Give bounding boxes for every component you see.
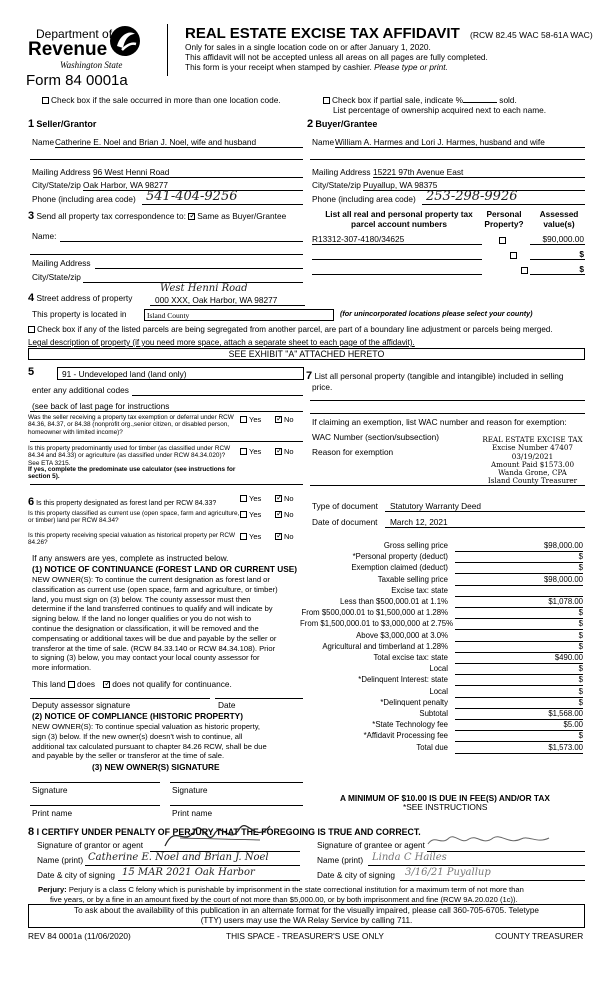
- county-treasurer-label: COUNTY TREASURER: [495, 931, 584, 941]
- calc-row-label: From $500,000.01 to $1,500,000 at 1.28%: [301, 608, 448, 618]
- revision-label: REV 84 0001a (11/06/2020): [28, 931, 131, 941]
- personal-property-checkbox[interactable]: [521, 267, 528, 274]
- buyer-heading: Buyer/Grantee: [315, 119, 378, 129]
- unincorporated-note: (for unincorporated locations please select your county): [340, 309, 533, 318]
- exemption-question: Was the seller receiving a property tax exemption or deferral under RCW 84.36, 84.37, or 84.38 (nonprofit org.,senior citizen, or disabled person, homeowner with limited income)?: [28, 414, 234, 436]
- calc-row-label: *Affidavit Processing fee: [363, 731, 448, 741]
- if-any-yes-note: If any answers are yes, complete as instructed below.: [32, 553, 229, 563]
- seller-phone-label: Phone (including area code): [32, 194, 136, 204]
- calc-row-label: Exemption claimed (deduct): [351, 563, 448, 573]
- grantor-signature-label: Signature of grantor or agent: [37, 840, 144, 850]
- timber-yes-checkbox[interactable]: Yes: [240, 448, 261, 457]
- forest-question: Is this property designated as forest land per RCW 84.33?: [36, 500, 217, 507]
- calc-row-value[interactable]: $1,078.00: [455, 598, 583, 608]
- same-as-buyer-checkbox[interactable]: [188, 213, 195, 220]
- exemption-yes-checkbox[interactable]: Yes: [240, 416, 261, 425]
- current-use-yes-checkbox[interactable]: Yes: [240, 511, 261, 520]
- calc-row-value[interactable]: $1,573.00: [455, 744, 583, 754]
- grantee-name-label: Name (print): [317, 855, 364, 865]
- timber-question: Is this property predominantly used for timber (as classified under RCW 84.34 and 84.33) or agriculture (as classified under RCW 84.34.020)? See ETA 3215.: [28, 445, 231, 467]
- perjury-text: Perjury: Perjury is a class C felony which is punishable by imprisonment in the state correctional institution for a maximum term of not more than five years, or by a fine in an amount fixed by the court of not more than $5,000.00, or by both imprisonment and fine (RCW 9A.20.020 (1c)).: [38, 885, 524, 904]
- calc-row-label: Above $3,000,000 at 3.0%: [356, 630, 448, 640]
- grantee-signature-label: Signature of grantee or agent: [317, 840, 425, 850]
- calc-row-value[interactable]: $: [455, 676, 583, 686]
- street-address-label: Street address of property: [36, 293, 133, 303]
- calc-row-value[interactable]: $: [455, 699, 583, 709]
- buyer-csz[interactable]: Puyallup, WA 98375: [363, 180, 438, 190]
- seller-name[interactable]: Catherine E. Noel and Brian J. Noel, wife and husband: [55, 137, 257, 147]
- located-in-label: This property is located in: [32, 309, 127, 319]
- deputy-signature-label: Deputy assessor signature: [32, 700, 131, 710]
- calc-row-value[interactable]: $1,568.00: [455, 710, 583, 720]
- form-number: Form 84 0001a: [26, 72, 128, 89]
- notice-compliance-text: NEW OWNER(S): To continue special valuation as historic property, sign (3) below. If the new owner(s) doesn't wish to continue, all additional tax calculated pursuant to chapter 84.26 RCW, shall be due and payable by the seller or transferor at the time of sale.: [32, 722, 267, 761]
- minimum-fee-note: A MINIMUM OF $10.00 IS DUE IN FEE(S) AND/OR TAX: [340, 793, 550, 803]
- calc-row-label: From $1,500,000.01 to $3,000,000 at 2.75%: [300, 619, 454, 629]
- accessibility-box: To ask about the availability of this publication in an alternate format for the visually impaired, please call 360-705-6705. Teletype (TTY) users may use the WA Relay Service by calling 711.: [28, 904, 585, 928]
- forest-no-checkbox[interactable]: ✓ No: [275, 495, 294, 504]
- new-owner-signature-label: Signature: [32, 785, 68, 795]
- calc-row-label: Gross selling price: [383, 541, 448, 550]
- buyer-phone[interactable]: 253-298-9926: [426, 189, 518, 204]
- calc-row-value[interactable]: $98,000.00: [455, 542, 583, 552]
- grantee-name[interactable]: Linda C Hailes: [372, 852, 447, 863]
- agency-logo-text: Revenue: [28, 39, 108, 60]
- seller-name-label: Name: [32, 137, 55, 147]
- seller-phone[interactable]: 541-404-9256: [146, 189, 238, 204]
- calc-row-label: Agricultural and timberland at 1.28%: [322, 641, 448, 651]
- legal-description-label: Legal description of property (if you need more space, attach a separate sheet to each page of the affidavit).: [28, 338, 415, 347]
- exemption-claim-label: If claiming an exemption, list WAC number and reason for exemption:: [312, 417, 567, 427]
- document-type[interactable]: Statutory Warranty Deed: [390, 501, 481, 511]
- calc-row-label: *Delinquent Interest: state: [358, 675, 448, 685]
- legal-description-field[interactable]: SEE EXHIBIT "A" ATTACHED HERETO: [28, 348, 585, 360]
- partial-note: List percentage of ownership acquired next to each name.: [333, 105, 547, 115]
- buyer-mail-label: Mailing Address: [312, 167, 371, 177]
- segregated-checkbox[interactable]: Check box if any of the listed parcels are being segregated from another parcel, are part of a boundary line adjustment or parcels being merged.: [28, 325, 553, 334]
- calc-row-label: Local: [429, 664, 448, 674]
- calc-row-value[interactable]: [455, 587, 583, 597]
- treasurer-space-label: THIS SPACE - TREASURER'S USE ONLY: [226, 931, 384, 941]
- same-as-buyer-label: Same as Buyer/Grantee: [197, 211, 287, 221]
- tax-corr-name-label: Name:: [32, 231, 57, 241]
- calc-row-value[interactable]: $: [455, 564, 583, 574]
- county-select[interactable]: Island County: [144, 309, 334, 321]
- exemption-reason-label: Reason for exemption: [312, 447, 394, 457]
- exemption-no-checkbox[interactable]: ✓ No: [275, 416, 294, 425]
- calc-row-label: *State Technology fee: [372, 720, 448, 730]
- calc-row-value[interactable]: $: [455, 665, 583, 675]
- certification-text: I CERTIFY UNDER PENALTY OF PERJURY THAT THE FOREGOING IS TRUE AND CORRECT.: [36, 827, 421, 837]
- document-date-label: Date of document: [312, 517, 378, 527]
- calc-row-label: Local: [429, 686, 448, 696]
- street-address[interactable]: 000 XXX, Oak Harbor, WA 98277: [155, 295, 278, 305]
- personal-property-checkbox[interactable]: [510, 252, 517, 259]
- historic-question: Is this property receiving special valuation as historical property per RCW 84.26?: [28, 532, 236, 547]
- header-note-3: This form is your receipt when stamped by cashier. Please type or print.: [185, 62, 448, 72]
- seller-csz[interactable]: Oak Harbor, WA 98277: [83, 180, 169, 190]
- grantor-name[interactable]: Catherine E. Noel and Brian J. Noel: [88, 852, 269, 863]
- current-use-question: Is this property classified as current use (open space, farm and agriculture, or timber) land per RCW 84.34?: [28, 510, 240, 525]
- land-qualify-line: This land does ✓ does not qualify for continuance.: [32, 680, 232, 690]
- grantor-signature[interactable]: [160, 818, 280, 854]
- tax-corr-mail-label: Mailing Address: [32, 258, 91, 268]
- calc-row-value[interactable]: $: [455, 732, 583, 742]
- calc-row-value[interactable]: $: [455, 553, 583, 563]
- tax-corr-csz-label: City/State/zip: [32, 272, 81, 282]
- grantee-date[interactable]: 3/16/21 Puyallup: [405, 867, 491, 878]
- section-6-number: 6: [28, 496, 35, 508]
- form-rcw: (RCW 82.45 WAC 58-61A WAC): [470, 30, 593, 40]
- does-qualify-checkbox[interactable]: [68, 681, 75, 688]
- calc-row-label: Taxable selling price: [377, 574, 448, 584]
- personal-header: Personal Property?: [484, 209, 524, 229]
- grantee-date-label: Date & city of signing: [317, 870, 395, 880]
- buyer-mail[interactable]: 15221 97th Avenue East: [373, 167, 464, 177]
- historic-no-checkbox[interactable]: ✓ No: [275, 533, 294, 542]
- document-date[interactable]: March 12, 2021: [390, 517, 448, 527]
- assessed-value[interactable]: $90,000.00: [542, 234, 584, 244]
- form-title: REAL ESTATE EXCISE TAX AFFIDAVIT: [185, 25, 460, 42]
- seller-heading: Seller/Grantor: [36, 119, 97, 129]
- calc-row-label: *Personal property (deduct): [352, 552, 448, 562]
- grantee-signature[interactable]: [425, 830, 555, 850]
- section-5-number: 5: [28, 366, 35, 378]
- notice-compliance-heading: (2) NOTICE OF COMPLIANCE (HISTORIC PROPERTY): [32, 711, 243, 721]
- personal-property-text-2: price.: [312, 382, 333, 392]
- section-8-number: 8: [28, 826, 35, 838]
- calc-row-value[interactable]: $: [455, 688, 583, 698]
- section-1-number: 1: [28, 118, 35, 130]
- forest-yes-checkbox[interactable]: Yes: [240, 495, 261, 504]
- does-not-qualify-checkbox[interactable]: [103, 681, 110, 688]
- parcel-row[interactable]: R13312-307-4180/34625: [312, 234, 405, 244]
- calc-row-value[interactable]: $490.00: [455, 654, 583, 664]
- seller-mail[interactable]: 96 West Henni Road: [93, 167, 170, 177]
- wac-number-label: WAC Number (section/subsection): [312, 432, 439, 442]
- calc-row-label: Less than $500,000.01 at 1.1%: [340, 597, 448, 606]
- land-use-select[interactable]: 91 - Undeveloped land (land only): [57, 367, 304, 380]
- calc-row-value[interactable]: $98,000.00: [455, 576, 583, 586]
- buyer-name-label: Name: [312, 137, 335, 147]
- calc-row-label: *Delinquent penalty: [380, 697, 448, 707]
- calc-row-label: Subtotal: [419, 709, 448, 718]
- personal-property-text: List all personal property (tangible and intangible) included in selling: [314, 371, 564, 381]
- see-back-note: (see back of last page for instructions: [32, 401, 170, 411]
- additional-codes-label: enter any additional codes: [32, 385, 129, 395]
- new-owner-signature-heading: (3) NEW OWNER(S) SIGNATURE: [92, 762, 220, 772]
- header-note-2: This affidavit will not be accepted unless all areas on all pages are fully completed.: [185, 52, 488, 62]
- buyer-csz-label: City/State/zip: [312, 180, 361, 190]
- current-use-no-checkbox[interactable]: ✓ No: [275, 511, 294, 520]
- section-7-number: 7: [306, 370, 313, 382]
- new-owner-print-label-2: Print name: [172, 808, 213, 818]
- calc-row-value[interactable]: $: [455, 643, 583, 653]
- section-2-number: 2: [307, 118, 314, 130]
- property-address-handwritten: West Henni Road: [160, 283, 248, 294]
- historic-yes-checkbox[interactable]: Yes: [240, 533, 261, 542]
- treasurer-stamp: REAL ESTATE EXCISE TAX Excise Number 47407 03/19/2021 Amount Paid $1573.00 Wanda Grone, CPA Island County Treasurer: [482, 435, 583, 486]
- buyer-phone-label: Phone (including area code): [312, 194, 416, 204]
- seller-csz-label: City/State/zip: [32, 180, 81, 190]
- calc-row-value[interactable]: $5.00: [455, 721, 583, 731]
- calc-row-label: Excise tax: state: [391, 585, 448, 595]
- notice-continuance-text: NEW OWNER(S): To continue the current designation as forest land or classification as current use (open space, farm and agriculture, or timber) land, you must sign on (3) below. The county assessor must then determine if the land transferred continues to qualify and will indicate by signing below. If the land no longer qualifies or you do not wish to continue the designation or classification, it will be removed and the compensating or additional taxes will be due and payable by the seller or transferor at the time of sale. (RCW 84.33.140 or RCW 84.34.108). Prior to signing (3) below, you may contact your local county assessor for more information.: [32, 575, 278, 673]
- document-type-label: Type of document: [312, 501, 378, 511]
- notice-continuance-heading: (1) NOTICE OF CONTINUANCE (FOREST LAND OR CURRENT USE): [32, 564, 298, 574]
- deputy-date-label: Date: [218, 700, 236, 710]
- personal-property-checkbox[interactable]: [499, 237, 506, 244]
- seller-mail-label: Mailing Address: [32, 167, 91, 177]
- header-divider: [167, 24, 168, 76]
- tax-corr-text: Send all property tax correspondence to:: [36, 211, 186, 221]
- state-label: Washington State: [60, 60, 123, 70]
- assessed-header: Assessed value(s): [539, 209, 579, 229]
- buyer-name[interactable]: William A. Harmes and Lori J. Harmes, husband and wife: [335, 137, 545, 147]
- calc-row-value[interactable]: $: [455, 632, 583, 642]
- calc-row-label: Total excise tax: state: [373, 653, 448, 662]
- dept-label: Department of: [36, 27, 113, 41]
- section-4-number: 4: [28, 292, 35, 304]
- calc-row-value[interactable]: $: [455, 609, 583, 619]
- timber-note: If yes, complete the predominate use calculator (see instructions for section 5).: [28, 466, 236, 481]
- grantor-date-label: Date & city of signing: [37, 870, 115, 880]
- assessed-value[interactable]: $: [579, 249, 584, 259]
- multi-location-checkbox[interactable]: Check box if the sale occurred in more than one location code.: [42, 96, 281, 106]
- calc-row-label: Total due: [416, 742, 448, 752]
- new-owner-print-label: Print name: [32, 808, 73, 818]
- assessed-value[interactable]: $: [579, 264, 584, 274]
- grantor-date[interactable]: 15 MAR 2021 Oak Harbor: [122, 867, 255, 878]
- partial-sale-checkbox[interactable]: Check box if partial sale, indicate % sold.: [323, 96, 517, 106]
- grantor-name-label: Name (print): [37, 855, 84, 865]
- calc-row-value[interactable]: $: [455, 620, 583, 630]
- section-3-number: 3: [28, 210, 35, 222]
- header-note-1: Only for sales in a single location code on or after January 1, 2020.: [185, 42, 431, 52]
- revenue-logo-icon: [108, 24, 142, 58]
- timber-no-checkbox[interactable]: ✓ No: [275, 448, 294, 457]
- parcel-header: List all real and personal property tax parcel account numbers: [325, 209, 473, 229]
- see-instructions-note: *SEE INSTRUCTIONS: [403, 802, 488, 812]
- new-owner-signature-label-2: Signature: [172, 785, 208, 795]
